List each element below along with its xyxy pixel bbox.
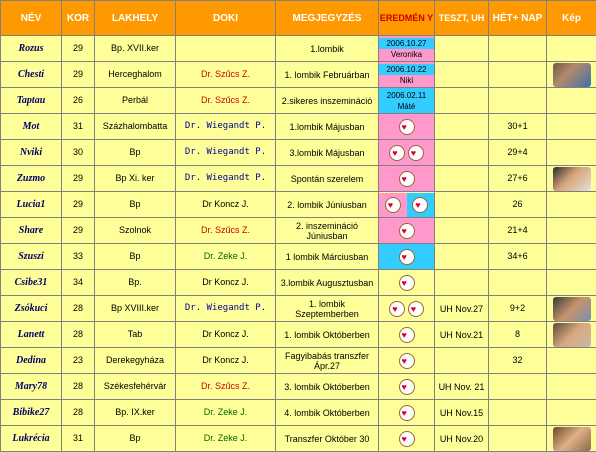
location-cell: Bp [95, 140, 176, 166]
note-cell: 2. inszemináció Júniusban [276, 218, 379, 244]
table-row [1, 348, 596, 374]
heart-icon [385, 197, 401, 213]
location-cell: Bp [95, 244, 176, 270]
doctor-cell: Dr. Zeke J. [176, 400, 276, 426]
photo-cell [547, 426, 596, 452]
age-cell: 30 [62, 140, 95, 166]
heart-icon [399, 405, 415, 421]
photo-cell [547, 244, 596, 270]
test-cell [435, 218, 489, 244]
heart-icon [399, 327, 415, 343]
test-cell [435, 166, 489, 192]
table-row [1, 62, 596, 88]
table-row [1, 426, 596, 452]
result-baby-name: Veronika [390, 49, 423, 59]
week-cell: 27+6 [489, 166, 547, 192]
test-cell: UH Nov. 21 [435, 374, 489, 400]
photo-thumbnail[interactable] [553, 297, 591, 321]
note-cell: 1. lombik Szeptemberben [276, 296, 379, 322]
table-row [1, 140, 596, 166]
table-row [1, 244, 596, 270]
heart-icon [399, 249, 415, 265]
heart-icon [399, 353, 415, 369]
photo-cell [547, 36, 596, 62]
location-cell: Herceghalom [95, 62, 176, 88]
doctor-cell [176, 36, 276, 62]
test-cell: UH Nov.15 [435, 400, 489, 426]
heart-icon [389, 145, 405, 161]
note-cell: 2. lombik Júniusban [276, 192, 379, 218]
result-cell [379, 244, 435, 270]
age-cell: 23 [62, 348, 95, 374]
result-cell [379, 88, 435, 114]
location-cell: Bp Xi. ker [95, 166, 176, 192]
result-cell [379, 192, 435, 218]
result-cell [379, 426, 435, 452]
name-cell: Share [1, 218, 62, 244]
test-cell: UH Nov.21 [435, 322, 489, 348]
doctor-cell: Dr Koncz J. [176, 270, 276, 296]
note-cell: 1.lombik [276, 36, 379, 62]
note-cell: 3.lombik Augusztusban [276, 270, 379, 296]
table-row [1, 166, 596, 192]
note-cell: 2.sikeres inszemináció [276, 88, 379, 114]
test-cell [435, 270, 489, 296]
photo-cell [547, 322, 596, 348]
header-kor: KOR [62, 1, 95, 36]
week-cell [489, 36, 547, 62]
result-cell [379, 218, 435, 244]
age-cell: 29 [62, 218, 95, 244]
table-row [1, 322, 596, 348]
name-cell: Lucia1 [1, 192, 62, 218]
header-teszt: TESZT, UH [435, 1, 489, 36]
photo-cell [547, 374, 596, 400]
result-cell [379, 348, 435, 374]
location-cell: Derekegyháza [95, 348, 176, 374]
photo-thumbnail[interactable] [553, 427, 591, 451]
location-cell: Tab [95, 322, 176, 348]
table-row [1, 88, 596, 114]
note-cell: Transzfer Október 30 [276, 426, 379, 452]
test-cell [435, 140, 489, 166]
note-cell: 1 lombik Márciusban [276, 244, 379, 270]
name-cell: Lukrécia [1, 426, 62, 452]
header-het: HÉT+ NAP [489, 1, 547, 36]
heart-icon [412, 197, 428, 213]
note-cell: 1. lombik Októberben [276, 322, 379, 348]
result-baby-name: Niki [399, 75, 414, 85]
photo-thumbnail[interactable] [553, 63, 591, 87]
photo-cell [547, 114, 596, 140]
photo-thumbnail[interactable] [553, 167, 591, 191]
age-cell: 29 [62, 166, 95, 192]
note-cell: Fagyibabás transzfer Ápr.27 [276, 348, 379, 374]
result-cell [379, 62, 435, 88]
photo-cell [547, 140, 596, 166]
table-row [1, 192, 596, 218]
week-cell: 9+2 [489, 296, 547, 322]
test-cell [435, 192, 489, 218]
heart-icon [408, 145, 424, 161]
location-cell: Bp. XVII.ker [95, 36, 176, 62]
location-cell: Székesfehérvár [95, 374, 176, 400]
age-cell: 28 [62, 400, 95, 426]
test-cell [435, 244, 489, 270]
doctor-cell: Dr. Szűcs Z. [176, 88, 276, 114]
name-cell: Dedina [1, 348, 62, 374]
table-row [1, 400, 596, 426]
week-cell [489, 400, 547, 426]
test-cell [435, 36, 489, 62]
header-eredmeny: EREDMÉN Y [379, 1, 435, 36]
result-baby-name: Máté [397, 101, 416, 111]
name-cell: Zuzmo [1, 166, 62, 192]
result-cell [379, 36, 435, 62]
photo-thumbnail[interactable] [553, 323, 591, 347]
age-cell: 28 [62, 322, 95, 348]
name-cell: Mot [1, 114, 62, 140]
doctor-cell: Dr. Zeke J. [176, 426, 276, 452]
result-cell [379, 270, 435, 296]
heart-icon [399, 431, 415, 447]
week-cell: 34+6 [489, 244, 547, 270]
age-cell: 31 [62, 114, 95, 140]
header-lakhely: LAKHELY [95, 1, 176, 36]
result-date: 2006.10.22 [379, 64, 434, 75]
doctor-cell: Dr. Zeke J. [176, 244, 276, 270]
age-cell: 26 [62, 88, 95, 114]
name-cell: Mary78 [1, 374, 62, 400]
week-cell: 21+4 [489, 218, 547, 244]
test-cell [435, 62, 489, 88]
header-kep: Kép [547, 1, 596, 36]
test-cell [435, 88, 489, 114]
name-cell: Lanett [1, 322, 62, 348]
table-row [1, 270, 596, 296]
week-cell [489, 374, 547, 400]
week-cell [489, 270, 547, 296]
location-cell: Bp XVIII.ker [95, 296, 176, 322]
table-row [1, 114, 596, 140]
age-cell: 29 [62, 62, 95, 88]
photo-cell [547, 348, 596, 374]
heart-icon [399, 379, 415, 395]
doctor-cell: Dr. Szűcs Z. [176, 374, 276, 400]
name-cell: Csibe31 [1, 270, 62, 296]
week-cell: 8 [489, 322, 547, 348]
result-cell [379, 166, 435, 192]
name-cell: Taptau [1, 88, 62, 114]
doctor-cell: Dr. Szűcs Z. [176, 62, 276, 88]
age-cell: 29 [62, 192, 95, 218]
doctor-cell: Dr. Wiegandt P. [176, 296, 276, 322]
doctor-cell: Dr. Wiegandt P. [176, 114, 276, 140]
doctor-cell: Dr Koncz J. [176, 348, 276, 374]
week-cell: 26 [489, 192, 547, 218]
header-doki: DOKI [176, 1, 276, 36]
location-cell: Bp. IX.ker [95, 400, 176, 426]
week-cell [489, 62, 547, 88]
location-cell: Bp. [95, 270, 176, 296]
heart-icon [399, 223, 415, 239]
location-cell: Perbál [95, 88, 176, 114]
table-row [1, 296, 596, 322]
header-nev: NÉV [1, 1, 62, 36]
photo-cell [547, 192, 596, 218]
result-cell [379, 296, 435, 322]
test-cell: UH Nov.20 [435, 426, 489, 452]
photo-cell [547, 270, 596, 296]
table-row [1, 218, 596, 244]
doctor-cell: Dr Koncz J. [176, 192, 276, 218]
week-cell [489, 88, 547, 114]
location-cell: Bp [95, 192, 176, 218]
age-cell: 33 [62, 244, 95, 270]
note-cell: 1. lombik Februárban [276, 62, 379, 88]
doctor-cell: Dr. Wiegandt P. [176, 140, 276, 166]
name-cell: Chesti [1, 62, 62, 88]
result-cell [379, 400, 435, 426]
note-cell: 3. lombik Októberben [276, 374, 379, 400]
location-cell: Szolnok [95, 218, 176, 244]
note-cell: 1.lombik Májusban [276, 114, 379, 140]
name-cell: Nviki [1, 140, 62, 166]
heart-icon [399, 171, 415, 187]
location-cell: Százhalombatta [95, 114, 176, 140]
age-cell: 31 [62, 426, 95, 452]
table-row [1, 374, 596, 400]
result-date: 2006.10.27 [379, 38, 434, 49]
week-cell: 32 [489, 348, 547, 374]
photo-cell [547, 400, 596, 426]
week-cell [489, 426, 547, 452]
header-row [1, 1, 596, 36]
heart-icon [399, 119, 415, 135]
week-cell: 30+1 [489, 114, 547, 140]
heart-icon [389, 301, 405, 317]
photo-cell [547, 218, 596, 244]
photo-cell [547, 166, 596, 192]
result-cell [379, 140, 435, 166]
result-cell [379, 374, 435, 400]
doctor-cell: Dr. Szűcs Z. [176, 218, 276, 244]
name-cell: Szuszi [1, 244, 62, 270]
note-cell: 4. lombik Októberben [276, 400, 379, 426]
age-cell: 34 [62, 270, 95, 296]
result-date: 2006.02.11 [379, 90, 434, 101]
result-cell [379, 114, 435, 140]
age-cell: 29 [62, 36, 95, 62]
test-cell [435, 348, 489, 374]
result-cell [379, 322, 435, 348]
note-cell: 3.lombik Májusban [276, 140, 379, 166]
doctor-cell: Dr Koncz J. [176, 322, 276, 348]
name-cell: Rozus [1, 36, 62, 62]
header-megjegyzes: MEGJEGYZÉS [276, 1, 379, 36]
test-cell: UH Nov.27 [435, 296, 489, 322]
photo-cell [547, 88, 596, 114]
name-cell: Zsókuci [1, 296, 62, 322]
age-cell: 28 [62, 296, 95, 322]
week-cell: 29+4 [489, 140, 547, 166]
table-row [1, 36, 596, 62]
test-cell [435, 114, 489, 140]
photo-cell [547, 296, 596, 322]
heart-icon [408, 301, 424, 317]
doctor-cell: Dr. Wiegandt P. [176, 166, 276, 192]
photo-cell [547, 62, 596, 88]
name-cell: Bibike27 [1, 400, 62, 426]
age-cell: 28 [62, 374, 95, 400]
location-cell: Bp [95, 426, 176, 452]
heart-icon [399, 275, 415, 291]
note-cell: Spontán szerelem [276, 166, 379, 192]
